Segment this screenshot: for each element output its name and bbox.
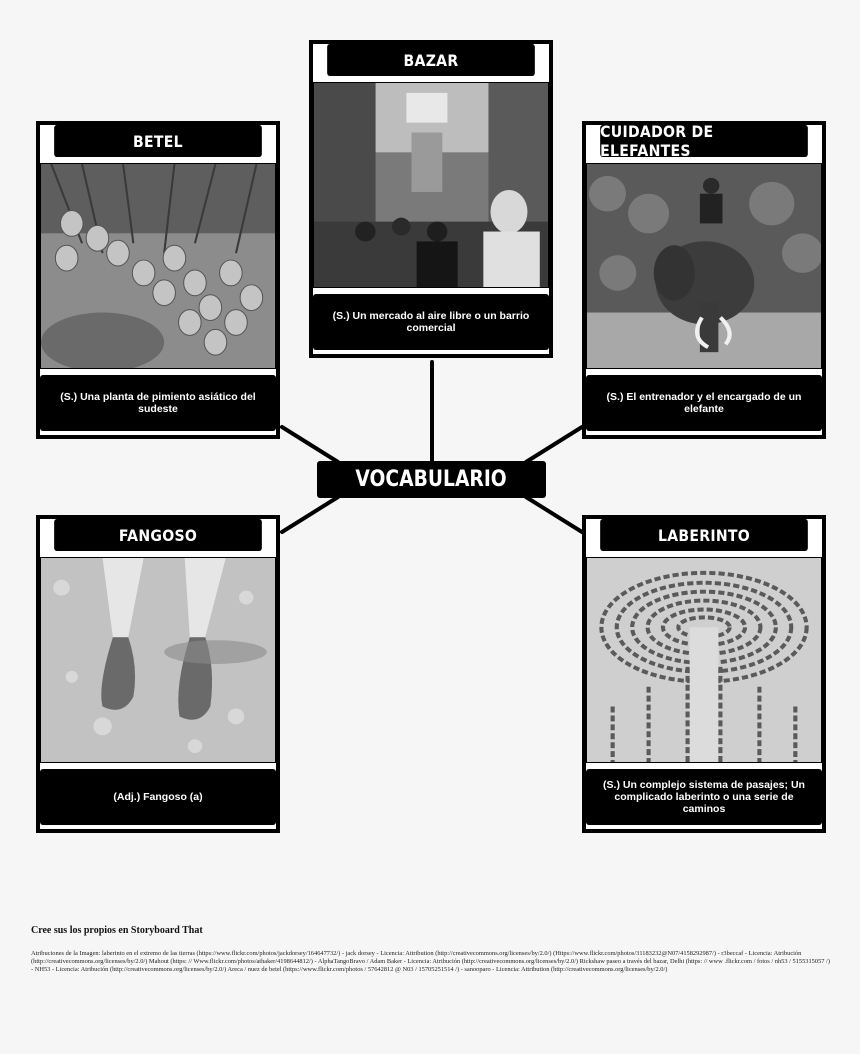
footer-title[interactable]: Cree sus los propios en Storyboard That bbox=[31, 925, 203, 936]
connector-laberinto bbox=[526, 497, 582, 532]
card-title: FANGOSO bbox=[54, 519, 262, 551]
connector-cuidador bbox=[526, 427, 582, 462]
card-title: BAZAR bbox=[327, 44, 535, 76]
center-vocabulario-label: VOCABULARIO bbox=[317, 461, 546, 498]
card-fangoso[interactable] bbox=[36, 515, 280, 833]
image-attributions: Atribuciones de la Imagen: laberinto en el extremo de las tierras (https://www.flickr.com/photos/jackdorsey/164647732/) - jack dorsey - Licencia: Attribution (http://creativecommons.org/licenses/by/2.0/) (Https://www.flickr.com/photos/31183232@N07/4158292987/) - r3beccaf - Licencia: Atribución (http://creativecommons.org/licenses/by/2.0/) Mahout (https: // Www.flickr.com/photos/athaker/4198644812/) - AlphaTangoBravo / Adam Baker - Licencia: Atribución (http://creativecommons.org/licenses/by/2.0/) Rickshaw paseo a través del bazar, Delhi (https: // www .flickr.com / fotos / nh53 / 5155315057 /) - NH53 - Licencia: Atribución (http://creativecommons.org/licenses/by/2.0/) Areca / nuez de betel (https://www.flickr.com/photos / 57642812 @ N03 / 15705251514 /) - sanooparo - Licencia: Attribution (http://creativecommons.org/licenses/by/2.0/) bbox=[31, 950, 830, 973]
card-description: (S.) Un complejo sistema de pasajes; Un complicado laberinto o una serie de caminos bbox=[586, 769, 822, 825]
card-title: BETEL bbox=[54, 125, 262, 157]
card-cuidador-de-elefantes[interactable] bbox=[582, 121, 826, 439]
card-description: (S.) Un mercado al aire libre o un barrio comercial bbox=[313, 294, 549, 350]
connector-betel bbox=[282, 427, 338, 462]
card-laberinto[interactable] bbox=[582, 515, 826, 833]
muddy-feet-photo bbox=[40, 557, 276, 763]
stone-labyrinth-photo bbox=[586, 557, 822, 763]
card-betel[interactable] bbox=[36, 121, 280, 439]
card-title: CUIDADOR DE ELEFANTES bbox=[600, 125, 808, 157]
connector-fangoso bbox=[282, 497, 338, 532]
card-description: (Adj.) Fangoso (a) bbox=[40, 769, 276, 825]
areca-nut-cluster-photo bbox=[40, 163, 276, 369]
mahout-on-elephant-photo bbox=[586, 163, 822, 369]
street-market-photo bbox=[313, 82, 549, 288]
card-title: LABERINTO bbox=[600, 519, 808, 551]
card-description: (S.) Una planta de pimiento asiático del sudeste bbox=[40, 375, 276, 431]
card-description: (S.) El entrenador y el encargado de un elefante bbox=[586, 375, 822, 431]
card-bazar[interactable] bbox=[309, 40, 553, 358]
